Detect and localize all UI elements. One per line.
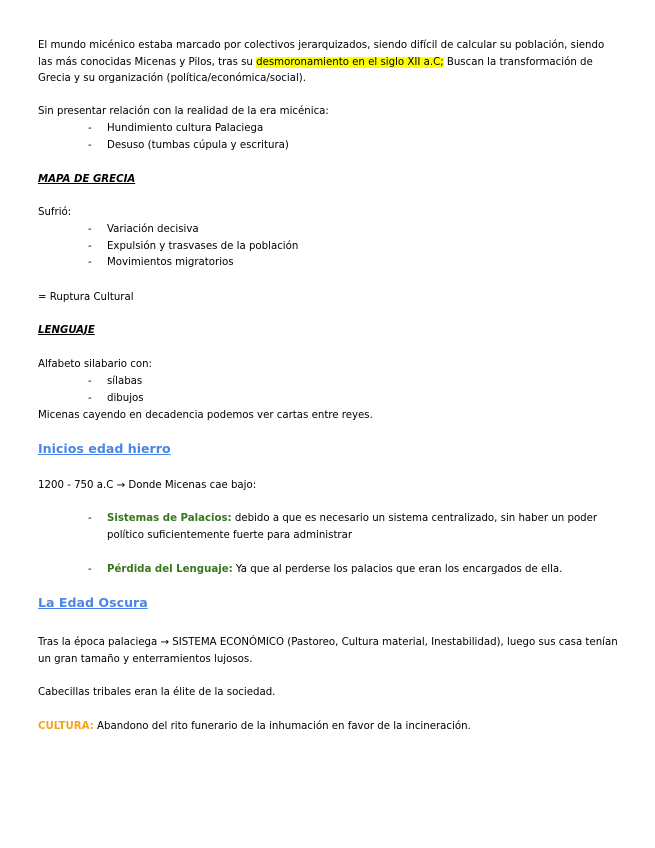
list-item: - sílabas (88, 374, 608, 391)
item-label: Sistemas de Palacios: (107, 513, 232, 524)
relation-list (88, 121, 608, 154)
suffered-label: Sufrió: (38, 207, 72, 218)
item-label: Pérdida del Lenguaje: (107, 564, 233, 575)
culture-text: Abandono del rito funerario de la inhumación en favor de la incineración. (93, 721, 471, 732)
iron-age-list-2 (88, 562, 608, 579)
rupture-text: = Ruptura Cultural (38, 292, 134, 303)
alphabet-list (88, 374, 608, 407)
alphabet-label: Alfabeto silabario con: (38, 359, 152, 370)
intro-text-before: El mundo micénico estaba marcado por colectivos jerarquizados, siendo difícil de calcular su población, siendo las más conocidas Micenas y Pilos, tras su (38, 40, 605, 68)
list-item (88, 562, 608, 579)
mycenae-decline-text: Micenas cayendo en decadencia podemos ver cartas entre reyes. (38, 410, 373, 421)
list-item: - Desuso (tumbas cúpula y escritura) (88, 138, 608, 155)
item-text: debido a que es necesario un sistema centralizado, sin haber un poder político suficientemente fuerte para administrar (107, 513, 598, 541)
list-item: - Variación decisiva (88, 222, 608, 239)
intro-paragraph (38, 38, 618, 88)
iron-age-intro: 1200 - 750 a.C → Donde Micenas cae bajo: (38, 480, 257, 491)
dark-age-paragraph-2: Cabecillas tribales eran la élite de la sociedad. (38, 687, 276, 698)
culture-label: CULTURA: (38, 721, 94, 732)
list-item: - Movimientos migratorios (88, 255, 608, 272)
list-item (88, 511, 608, 544)
relation-heading: Sin presentar relación con la realidad de la era micénica: (38, 106, 329, 117)
list-item: - Hundimiento cultura Palaciega (88, 121, 608, 138)
list-item: - dibujos (88, 391, 608, 408)
suffered-list (88, 222, 608, 272)
iron-age-list (88, 511, 608, 544)
dark-age-paragraph-1: Tras la época palaciega → SISTEMA ECONÓMICO (Pastoreo, Cultura material, Inestabilidad), luego sus casa tenían un gran tamaño y enterramientos lujosos. (38, 637, 618, 665)
map-heading: MAPA DE GRECIA (38, 174, 136, 185)
highlighted-text: desmoronamiento en el siglo XII a.C; (256, 56, 444, 68)
intro-text-after: Buscan la transformación de Grecia y su organización (política/económica/social). (38, 56, 593, 84)
list-item: - Expulsión y trasvases de la población (88, 239, 608, 256)
dark-age-heading: La Edad Oscura (38, 595, 148, 610)
iron-age-heading: Inicios edad hierro (38, 441, 171, 456)
language-heading: LENGUAJE (38, 325, 95, 336)
item-text: Ya que al perderse los palacios que eran los encargados de ella. (232, 564, 563, 575)
culture-paragraph (38, 719, 618, 736)
